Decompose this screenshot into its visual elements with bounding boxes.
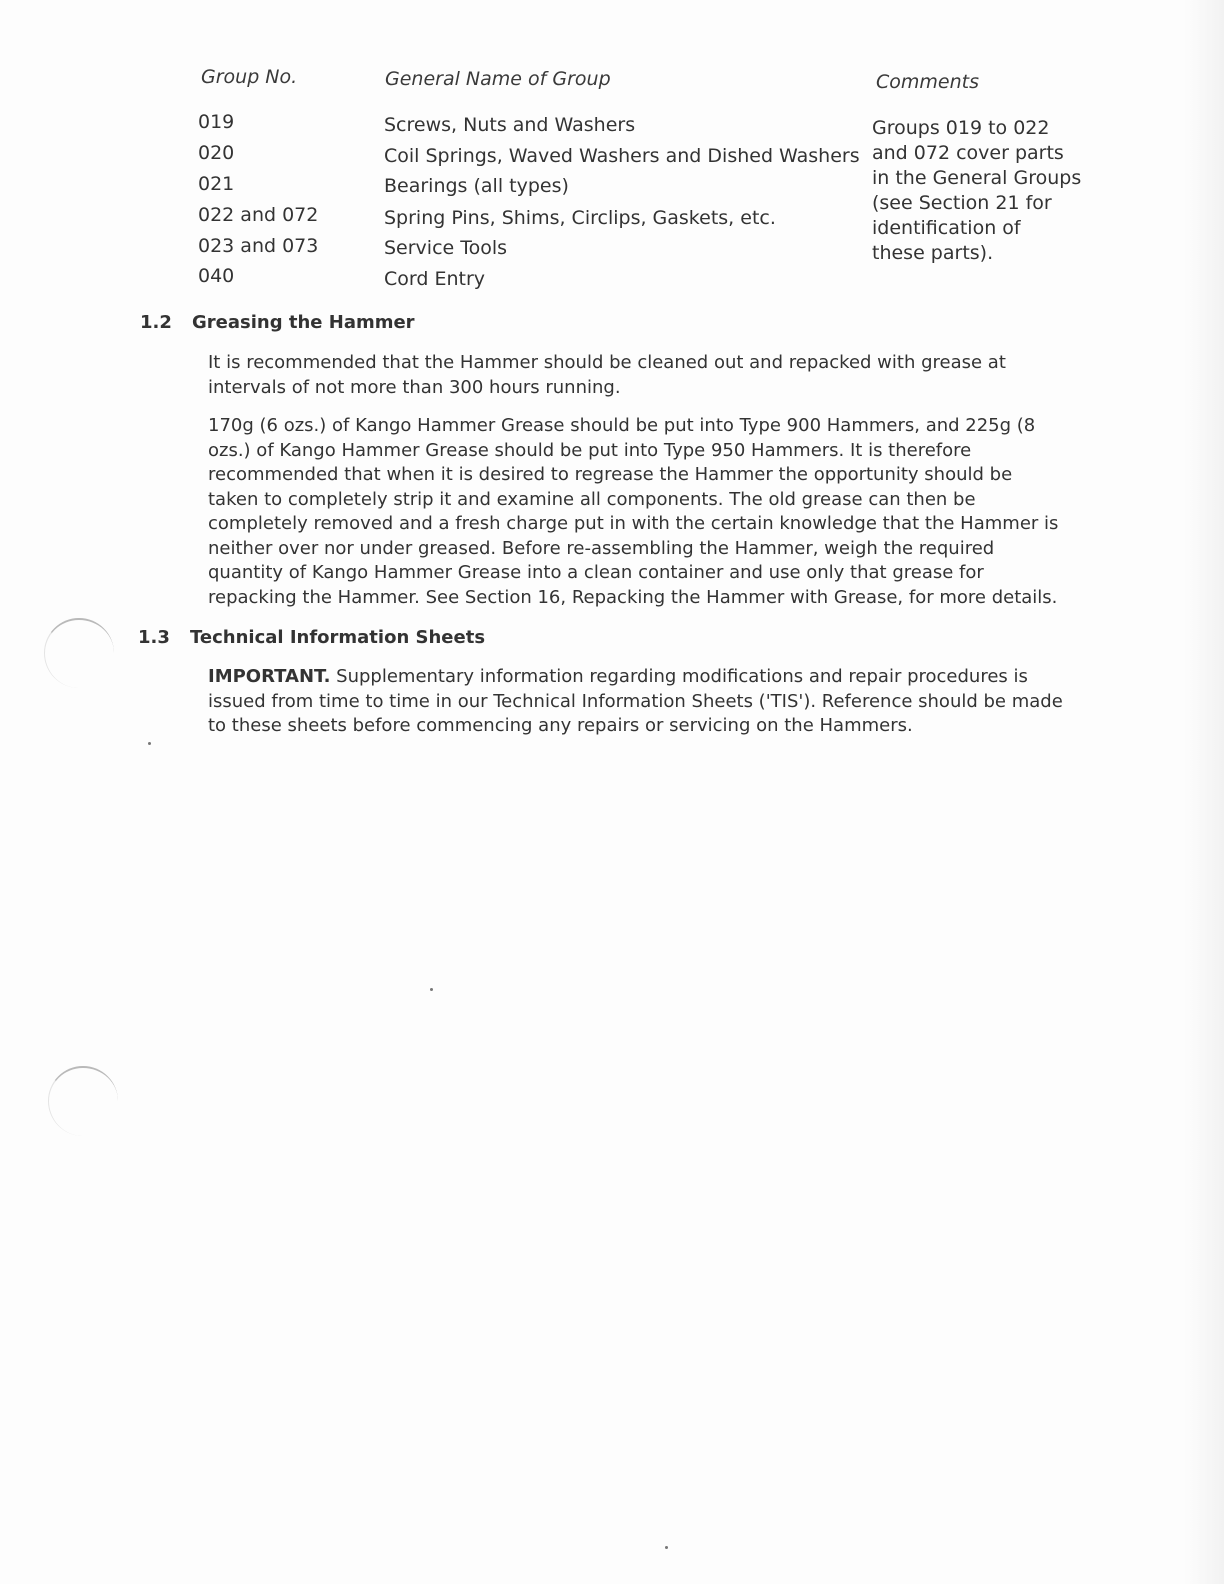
comments-line: and 072 cover parts [872, 142, 1064, 164]
row-group-name: Coil Springs, Waved Washers and Dished Washers [384, 145, 860, 167]
comments-line: (see Section 21 for [872, 192, 1052, 214]
header-comments: Comments [876, 71, 979, 93]
row-group-no: 023 and 073 [198, 235, 319, 257]
row-group-no: 020 [198, 142, 235, 164]
comments-line: identification of [872, 217, 1021, 239]
header-group-no: Group No. [201, 66, 298, 88]
punch-hole [48, 1066, 118, 1136]
row-group-no: 040 [198, 265, 235, 287]
section-title: Technical Information Sheets [190, 627, 486, 648]
scan-speck [665, 1546, 668, 1549]
paragraph [208, 665, 1068, 739]
section-number: 1.2 [140, 312, 172, 333]
scan-speck [148, 742, 151, 745]
row-group-no: 021 [198, 173, 235, 195]
comments-line: in the General Groups [872, 167, 1082, 189]
header-general-name: General Name of Group [385, 68, 611, 90]
row-group-name: Cord Entry [384, 268, 486, 290]
paragraph-text: Supplementary information regarding modifications and repair procedures is issued from time to time in our Technical Information Sheets ('TIS'). Reference should be made to these sheets before commencing any repairs or servicing on the Hammers. [208, 666, 1063, 736]
comments-note [872, 116, 1087, 266]
section-title: Greasing the Hammer [192, 312, 415, 333]
paragraph: 170g (6 ozs.) of Kango Hammer Grease should be put into Type 900 Hammers, and 225g (8 ozs.) of Kango Hammer Grease should be put into Type 950 Hammers. It is therefore recommended that when it is desired to regrease the Hammer the opportunity should be taken to completely strip it and examine all components. The old grease can then be completely removed and a fresh charge put in with the certain knowledge that the Hammer is neither over nor under greased. Before re-assembling the Hammer, weigh the required quantity of Kango Hammer Grease into a clean container and use only that grease for repacking the Hammer. See Section 16, Repacking the Hammer with Grease, for more details. [208, 415, 1059, 608]
parts-group-table [0, 0, 1224, 300]
comments-line: these parts). [872, 242, 994, 264]
section-number: 1.3 [138, 627, 170, 648]
row-group-name: Screws, Nuts and Washers [384, 114, 636, 136]
punch-hole [44, 618, 114, 688]
important-label: IMPORTANT. [208, 666, 331, 687]
row-group-no: 019 [198, 111, 235, 133]
row-group-name: Bearings (all types) [384, 175, 569, 197]
row-group-name: Spring Pins, Shims, Circlips, Gaskets, etc. [384, 207, 776, 229]
comments-line: Groups 019 to 022 [872, 117, 1050, 139]
scan-speck [430, 988, 433, 991]
row-group-name: Service Tools [384, 237, 508, 259]
row-group-no: 022 and 072 [198, 204, 319, 226]
paragraph: It is recommended that the Hammer should be cleaned out and repacked with grease at intervals of not more than 300 hours running. [208, 352, 1006, 398]
